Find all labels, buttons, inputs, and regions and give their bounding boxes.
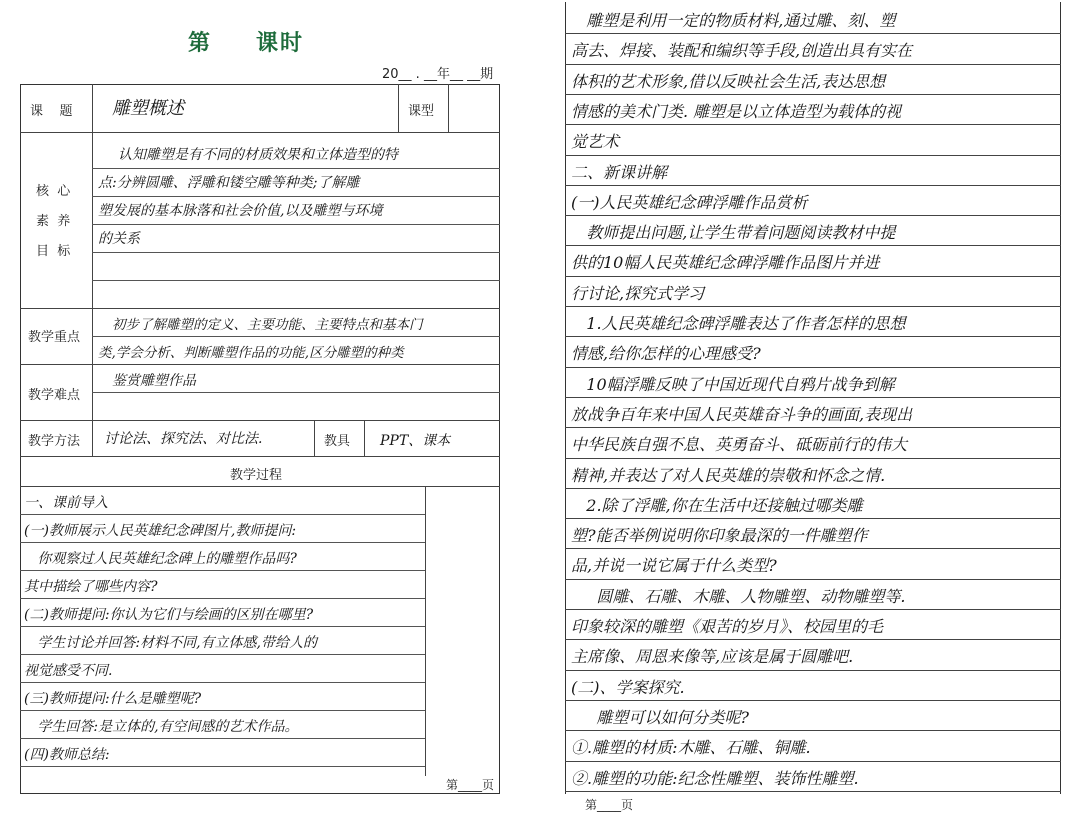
ruled-line (565, 155, 1061, 156)
ruled-line (565, 670, 1061, 671)
difficulties-value: 鉴赏雕塑作品 (112, 373, 196, 389)
ruled-line (565, 215, 1061, 216)
process-line: 学生回答:是立体的,有空间感的艺术作品。 (24, 719, 299, 735)
ruled-line (565, 579, 1061, 580)
lesson-type-label: 课型 (408, 104, 435, 119)
title-prefix: 第 (188, 30, 213, 56)
process-line: (二)教师提问:你认为它们与绘画的区别在哪里? (24, 607, 314, 623)
right-page-line: 行讨论,探究式学习 (571, 283, 705, 303)
right-page-line: 雕塑是利用一定的物质材料,通过雕、刻、塑 (571, 11, 896, 30)
tools-label: 教具 (324, 434, 351, 449)
ruled-line (565, 761, 1061, 762)
key-points-line-1: 初步了解雕塑的定义、主要功能、主要特点和基本门 (112, 317, 423, 333)
page-title (188, 26, 304, 57)
ruled-line (565, 94, 1061, 95)
core-goals-label-3: 目 标 (36, 244, 71, 259)
right-page-line: 1.人民英雄纪念碑浮雕表达了作者怎样的思想 (571, 314, 906, 333)
right-page-line: 教师提出问题,让学生带着问题阅读教材中提 (571, 223, 896, 243)
core-goals-line-4: 的关系 (98, 231, 140, 247)
right-page-line: 10幅浮雕反映了中国近现代自鸦片战争到解 (571, 374, 895, 394)
core-goals-label-1: 核 心 (36, 184, 71, 199)
ruled-line (565, 639, 1061, 640)
ruled-line (565, 185, 1061, 186)
right-page-line: 放战争百年来中国人民英雄奋斗争的画面,表现出 (571, 404, 913, 424)
ruled-line (565, 700, 1061, 701)
topic-label: 课 题 (30, 104, 73, 119)
right-page-line: 圆雕、石雕、木雕、人物雕塑、动物雕塑等. (571, 586, 906, 606)
process-line: (三)教师提问:什么是雕塑呢? (24, 691, 202, 707)
right-page-line: 精神,并表达了对人民英雄的崇敬和怀念之情. (571, 465, 886, 485)
process-line: 其中描绘了哪些内容? (24, 579, 158, 595)
page-footer-left: 第____页 (446, 778, 495, 792)
ruled-line (565, 548, 1061, 549)
right-page-line: 体积的艺术形象,借以反映社会生活,表达思想 (571, 71, 886, 91)
right-page-line: 品,并说一说它属于什么类型? (571, 556, 777, 576)
process-header: 教学过程 (230, 468, 283, 483)
right-page-line: 中华民族自强不息、英勇奋斗、砥砺前行的伟大 (571, 435, 908, 455)
process-line: 你观察过人民英雄纪念碑上的雕塑作品吗? (24, 551, 297, 567)
process-line: (一)教师展示人民英雄纪念碑图片,教师提问: (24, 523, 297, 539)
ruled-line (565, 276, 1061, 277)
ruled-line (565, 245, 1061, 246)
ruled-line (565, 730, 1061, 731)
right-page-line: 供的10幅人民英雄纪念碑浮雕作品图片并进 (571, 253, 880, 273)
right-page (545, 0, 1080, 810)
methods-value: 讨论法、探究法、对比法. (104, 431, 263, 447)
topic-value: 雕塑概述 (112, 98, 184, 119)
right-page-line: 雕塑可以如何分类呢? (571, 707, 750, 727)
ruled-line (565, 306, 1061, 307)
right-page-line: (二)、学案探究. (571, 677, 685, 697)
process-line: 学生讨论并回答:材料不同,有立体感,带给人的 (24, 635, 317, 651)
process-line: (四)教师总结: (24, 747, 110, 763)
ruled-line (565, 458, 1061, 459)
key-points-line-2: 类,学会分析、判断雕塑作品的功能,区分雕塑的种类 (98, 345, 404, 361)
process-line: 视觉感受不同. (24, 663, 113, 679)
title-suffix: 课时 (256, 30, 305, 56)
core-goals-line-3: 塑发展的基本脉落和社会价值,以及雕塑与环境 (98, 203, 383, 219)
right-page-line: 塑?能否举例说明你印象最深的一件雕塑作 (571, 526, 868, 546)
ruled-line (565, 336, 1061, 337)
ruled-line (565, 427, 1061, 428)
right-page-line: 情感的美术门类. 雕塑是以立体造型为载体的视 (571, 101, 902, 121)
right-page-line: 二、新课讲解 (571, 162, 668, 182)
ruled-line (565, 64, 1061, 65)
date-line: 20__ . __年__ __期 (382, 67, 494, 82)
ruled-line (565, 124, 1061, 125)
right-page-line: 印象较深的雕塑《艰苦的岁月》、校园里的毛 (571, 617, 884, 636)
right-page-line: 主席像、周恩来像等,应该是属于圆雕吧. (571, 647, 854, 667)
ruled-line (565, 609, 1061, 610)
difficulties-label: 教学难点 (28, 388, 81, 403)
process-line: 一、课前导入 (24, 495, 108, 511)
ruled-line (565, 397, 1061, 398)
right-page-line: 高去、焊接、装配和编织等手段,创造出具有实在 (571, 41, 913, 61)
right-page-line: 2.除了浮雕,你在生活中还接触过哪类雕 (571, 495, 863, 515)
core-goals-label-2: 素 养 (36, 214, 71, 229)
ruled-line (565, 488, 1061, 489)
right-page-line: 情感,给你怎样的心理感受? (571, 344, 761, 364)
right-page-line: 觉艺术 (571, 132, 620, 152)
right-page-line: (一)人民英雄纪念碑浮雕作品赏析 (571, 192, 808, 212)
ruled-line (565, 33, 1061, 34)
ruled-line (565, 518, 1061, 519)
ruled-line (565, 791, 1061, 792)
right-page-line: ①.雕塑的材质:木雕、石雕、铜雕. (571, 738, 811, 758)
methods-label: 教学方法 (28, 434, 81, 449)
right-page-line: ②.雕塑的功能:纪念性雕塑、装饰性雕塑. (571, 768, 859, 788)
core-goals-line-1: 认知雕塑是有不同的材质效果和立体造型的特 (118, 147, 398, 163)
core-goals-line-2: 点:分辨圆雕、浮雕和镂空雕等种类;了解雕 (98, 175, 360, 191)
page-footer-right: 第____页 (585, 798, 634, 812)
ruled-line (565, 367, 1061, 368)
tools-value: PPT、课本 (380, 433, 451, 449)
left-page (0, 0, 540, 810)
key-points-label: 教学重点 (28, 330, 81, 345)
